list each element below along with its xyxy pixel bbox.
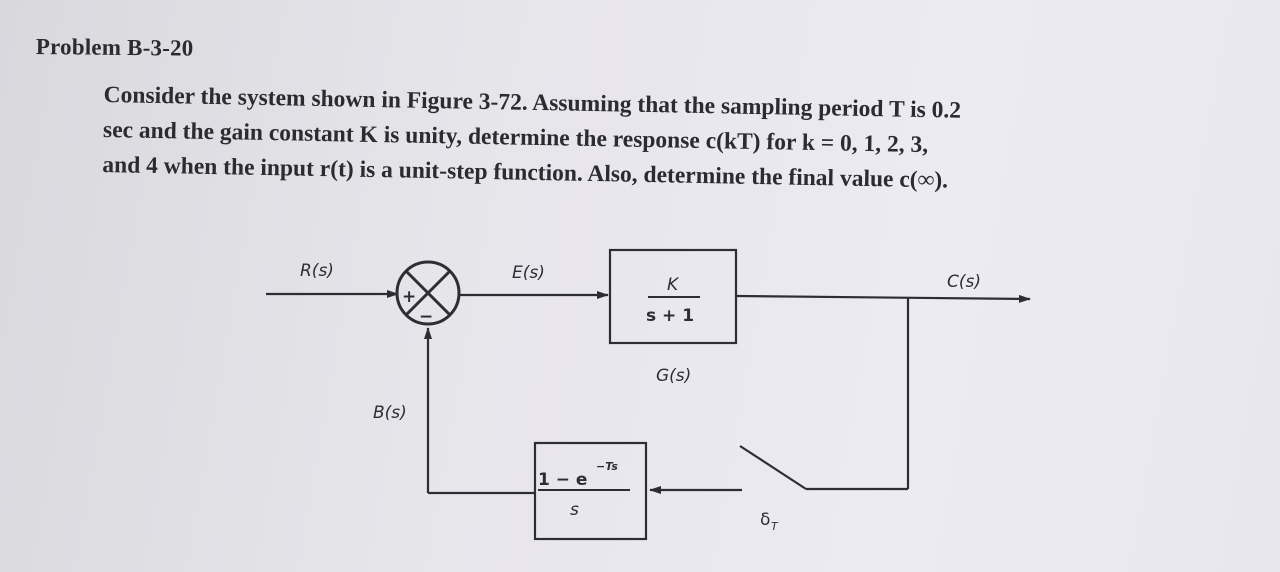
- error-label: E(s): [512, 263, 545, 283]
- hold-exponent: −Ts: [596, 460, 618, 473]
- feedback-label: B(s): [373, 403, 407, 423]
- problem-heading: Problem B-3-20: [35, 34, 194, 61]
- plant-numerator: K: [667, 275, 679, 295]
- input-label: R(s): [300, 261, 334, 281]
- problem-line-2: sec and the gain constant K is unity, determine the response c(kT) for k = 0, 1, 2, 3,: [102, 116, 929, 159]
- plant-name: G(s): [656, 366, 692, 386]
- plant-denominator: s + 1: [646, 306, 695, 326]
- minus-sign: −: [419, 307, 434, 327]
- hold-numerator: 1 − e: [538, 470, 588, 490]
- sampler-subscript: T: [771, 520, 778, 533]
- sampler-label: δ: [760, 510, 771, 530]
- problem-line-1: Consider the system shown in Figure 3-72. Assuming that the sampling period T is 0.2: [103, 81, 962, 124]
- output-signal-line: [736, 296, 1030, 299]
- output-label: C(s): [947, 272, 981, 292]
- plus-sign: +: [402, 287, 417, 307]
- problem-line-3: and 4 when the input r(t) is a unit-step function. Also, determine the final value c(∞).: [102, 151, 949, 194]
- hold-denominator: s: [570, 500, 579, 520]
- sampler-switch-blade: [740, 446, 806, 489]
